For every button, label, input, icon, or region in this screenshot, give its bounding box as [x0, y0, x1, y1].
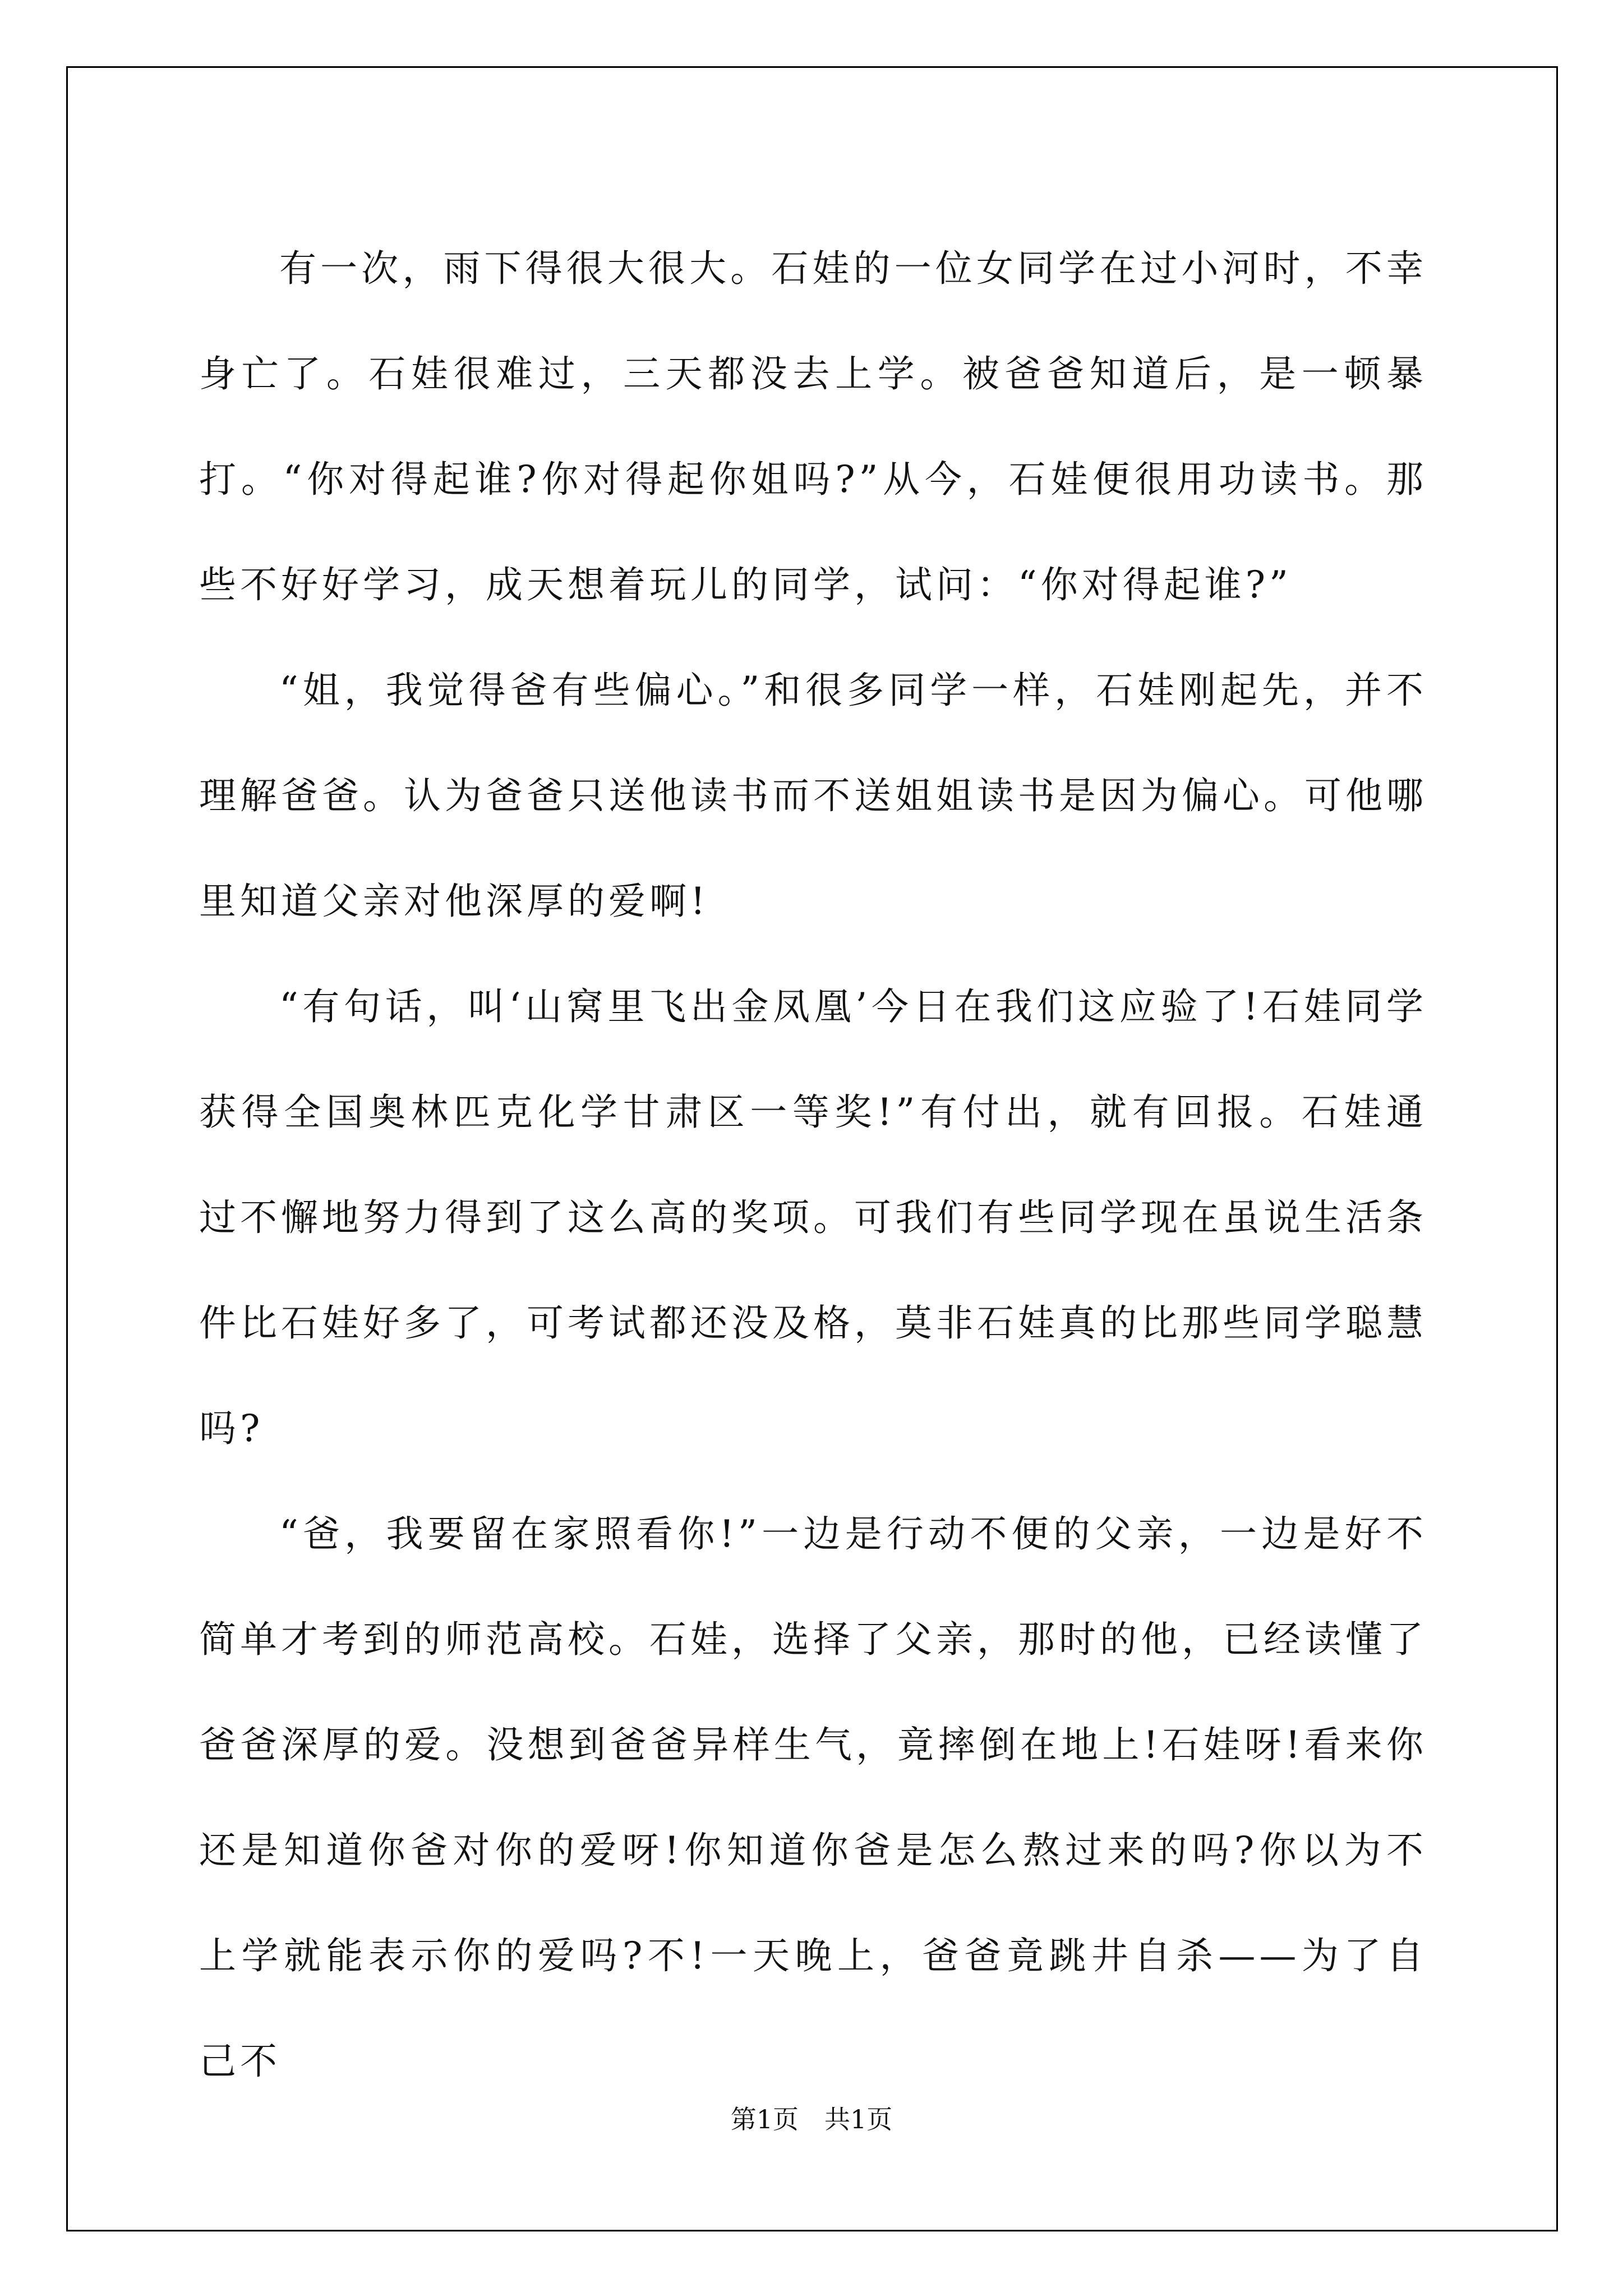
document-body — [199, 216, 1427, 2114]
page-footer: 第1页 共1页 — [730, 2104, 893, 2134]
paragraph-4: “爸，我要留在家照看你!”一边是行动不便的父亲，一边是好不简单才考到的师范高校。石娃，选择了父亲，那时的他，已经读懂了爸爸深厚的爱。没想到爸爸异样生气，竟摔倒在地上!石娃呀!看来你还是知道你爸对你的爱呀!你知道你爸是怎么熬过来的吗?你以为不上学就能表示你的爱吗?不!一天晚上，爸爸竟跳井自杀——为了自己不 — [199, 1512, 1427, 2083]
paragraph-3: “有句话，叫‘山窝里飞出金凤凰’今日在我们这应验了!石娃同学获得全国奥林匹克化学甘肃区一等奖!”有付出，就有回报。石娃通过不懈地努力得到了这么高的奖项。可我们有些同学现在虽说生活条件比石娃好多了，可考试都还没及格，莫非石娃真的比那些同学聪慧吗? — [199, 985, 1427, 1450]
paragraph-1: 有一次，雨下得很大很大。石娃的一位女同学在过小河时，不幸身亡了。石娃很难过，三天都没去上学。被爸爸知道后，是一顿暴打。“你对得起谁?你对得起你姐吗?”从今，石娃便很用功读书。那些不好好学习，成天想着玩儿的同学，试问：“你对得起谁?” — [199, 247, 1427, 606]
paragraph-2: “姐，我觉得爸有些偏心。”和很多同学一样，石娃刚起先，并不理解爸爸。认为爸爸只送他读书而不送姐姐读书是因为偏心。可他哪里知道父亲对他深厚的爱啊! — [199, 669, 1427, 923]
